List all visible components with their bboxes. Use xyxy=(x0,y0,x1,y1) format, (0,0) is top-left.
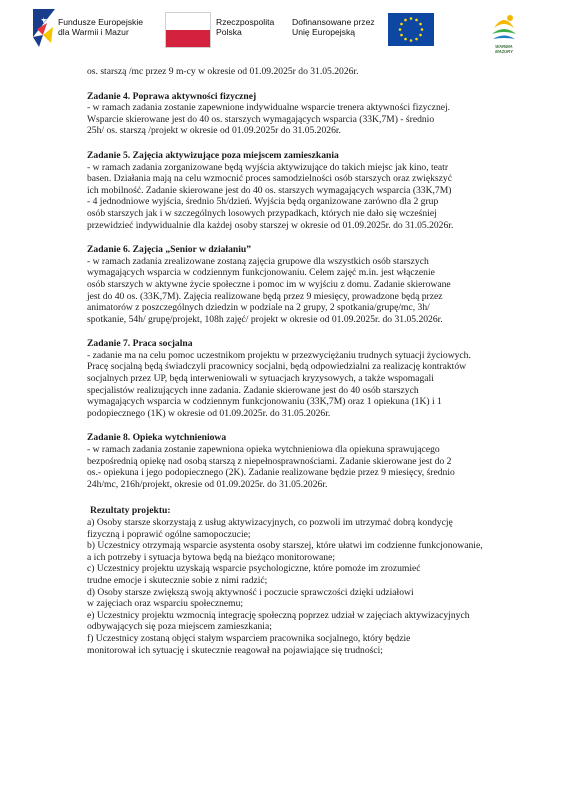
result-line: d) Osoby starsze zwiększą swoją aktywność i poczucie sprawczości dzięki udziałowi xyxy=(87,586,414,598)
document-body xyxy=(87,66,547,656)
text-line: bezpośrednią opiekę nad osobą starszą z niepełnosprawnościami. Zadanie skierowane jest do 2 xyxy=(87,455,452,467)
text-line: spotkanie, 54h/ grupę/projekt, 108h zajęć/ projekt w okresie od 01.09.2025r. do 31.05.2026r. xyxy=(87,313,443,325)
rzeczpospolita-label xyxy=(216,17,274,37)
intro-line: os. starszą /mc przez 9 m-cy w okresie od 01.09.2025r do 31.05.2026r. xyxy=(87,66,359,77)
text-line: 24h/mc, 216h/projekt, okresie od 01.09.2025r. do 31.05.2026r. xyxy=(87,478,328,490)
page-header xyxy=(0,0,564,62)
text-line: podopiecznego (1K) w okresie od 01.09.2025r. do 31.05.2026r. xyxy=(87,407,331,419)
fe-line-1: Fundusze Europejskie xyxy=(58,17,144,27)
text-line: - w ramach zadania zrealizowane zostaną zajęcia grupowe dla wszystkich osób starszych xyxy=(87,255,429,267)
section-zadanie-7 xyxy=(87,338,547,419)
eu-star-icon xyxy=(400,23,403,26)
result-line: e) Uczestnicy projektu wzmocnią integrację społeczną poprzez udział w zajęciach aktywizacyjnych xyxy=(87,609,470,621)
result-line: c) Uczestnicy projektu uzyskają wsparcie psychologiczne, które pomoże im zrozumieć xyxy=(87,563,421,575)
results-title: Rezultaty projektu: xyxy=(90,505,171,517)
section-title: Zadanie 8. Opieka wytchnieniowa xyxy=(87,432,227,444)
result-line: fizyczną i poprawić ogólne samopoczucie; xyxy=(87,528,251,540)
text-line: jest do 40 os. (33K,7M). Zajęcia realizowane będą przez 9 miesięcy, prowadzone będą przez xyxy=(87,290,443,302)
result-line: monitorował ich sytuację i skutecznie reagował na pojawiające się trudności; xyxy=(87,644,383,656)
eu-star-icon xyxy=(410,39,413,42)
section-zadanie-6 xyxy=(87,244,547,325)
section-title: Zadanie 6. Zajęcia „Senior w działaniu” xyxy=(87,244,251,256)
eu-line-1: Dofinansowane przez xyxy=(292,17,375,27)
section-title: Zadanie 4. Poprawa aktywności fizycznej xyxy=(87,90,257,102)
section-zadanie-4 xyxy=(87,91,547,137)
section-zadanie-8 xyxy=(87,432,547,490)
text-line: 25h/ os. starszą /projekt w okresie od 01.09.2025r do 31.05.2026r. xyxy=(87,125,341,137)
text-line: - w ramach zadania zostanie zapewnione indywidualne wsparcie trenera aktywności fizycznej. xyxy=(87,102,451,114)
text-line: specjalistów realizujących inne zadania. Zadanie skierowane jest do 40 osób starszych xyxy=(87,384,419,396)
section-title: Zadanie 7. Praca socjalna xyxy=(87,338,193,350)
wm-line-2: MAZURY xyxy=(495,49,513,54)
eu-star-icon xyxy=(410,17,413,20)
eu-star-icon xyxy=(419,34,422,37)
result-line: w zajęciach oraz wsparciu społecznemu; xyxy=(87,598,244,610)
results-section xyxy=(87,505,547,656)
section-zadanie-5 xyxy=(87,150,547,231)
eu-star-icon xyxy=(400,34,403,37)
fe-line-2: dla Warmii i Mazur xyxy=(58,27,129,37)
eu-star-icon xyxy=(415,38,418,41)
rp-line-2: Polska xyxy=(216,27,242,37)
eu-star-icon xyxy=(404,19,407,22)
text-line: - w ramach zadania zostanie zapewniona opieka wytchnieniowa dla opiekuna sprawującego xyxy=(87,444,440,456)
text-line: - 4 jednodniowe wyjścia, średnio 5h/dzień. Wyjścia będą organizowane zarówno dla 2 grup xyxy=(87,196,439,208)
wm-line-1: WARMIA xyxy=(495,44,513,49)
section-title: Zadanie 5. Zajęcia aktywizujące poza miejscem zamieszkania xyxy=(87,149,339,161)
text-line: socjalnych przez UP, będą interweniowali w sytuacjach kryzysowych, a także wspomagali xyxy=(87,373,434,385)
text-line: - w ramach zadania zorganizowane będą wyjścia aktywizujące do takich miejsc jak kino, teatr xyxy=(87,161,449,173)
polish-flag-icon xyxy=(165,12,211,48)
text-line: basen. Działania mają na celu wzmocnić proces samodzielności osób starszych oraz zwiększyć xyxy=(87,173,452,185)
result-line: a) Osoby starsze skorzystają z usług aktywizacyjnych, co pozwoli im utrzymać dobrą kondycję xyxy=(87,517,453,528)
fundusze-europejskie-logo-icon xyxy=(33,9,55,47)
fundusze-europejskie-label xyxy=(58,17,143,37)
text-line: Pracę socjalną będą świadczyli pracownicy socjalni, będą odpowiedzialni za realizację kontraktów xyxy=(87,361,467,373)
result-line: trudne emocje i skutecznie sobie z nimi radzić; xyxy=(87,574,268,586)
text-line: przewidzieć indywidualnie dla każdej osoby starszej w okresie od 01.09.2025r. do 31.05.2026r. xyxy=(87,219,454,231)
result-line: b) Uczestnicy otrzymają wsparcie asystenta osoby starszej, które ułatwi im codzienne funkcjonowanie, xyxy=(87,540,483,552)
text-line: osób starszych jak i w szczególnych losowych przypadkach, których nie dało się wcześniej xyxy=(87,207,437,219)
result-line: f) Uczestnicy zostaną objęci stałym wsparciem pracownika socjalnego, który będzie xyxy=(87,632,411,644)
text-line: Wsparcie skierowane jest do 40 os. starszych wymagających wsparcia (33K,7M) - średnio xyxy=(87,113,435,125)
text-line: - zadanie ma na celu pomoc uczestnikom projektu w przezwyciężaniu trudnych sytuacji życiowych. xyxy=(87,349,471,361)
eu-star-icon xyxy=(399,28,402,31)
text-line: ich mobilność. Zadanie skierowane jest do 40 os. starszych wymagających wsparcia (33K,7M) xyxy=(87,184,452,196)
text-line: animatorów z poszczególnych dziedzin w podziale na 2 grupy, 2 spotkania/grupę/mc, 3h/ xyxy=(87,302,430,314)
eu-line-2: Unię Europejską xyxy=(292,27,356,37)
eu-star-icon xyxy=(421,28,424,31)
eu-star-icon xyxy=(415,19,418,22)
text-line: os.- opiekuna i jego podopiecznego (2K). Zadanie realizowane będzie przez 9 miesięcy, średnio xyxy=(87,467,455,479)
eu-star-icon xyxy=(404,38,407,41)
eu-flag-icon xyxy=(388,13,434,46)
eu-funding-label xyxy=(292,17,375,37)
text-line: osób starszych w aktywne życie społeczne i pomoc im w wyjściu z domu. Zadanie skierowane xyxy=(87,278,451,290)
text-line: wymagających wsparcia w codziennym funkcjonowaniu (33K,7M) oraz 1 opiekuna (1K) i 1 xyxy=(87,396,442,408)
result-line: odbywających się poza miejscem zamieszkania; xyxy=(87,621,272,633)
result-line: a ich potrzeby i sytuacja bytowa będą na bieżąco monitorowane; xyxy=(87,551,336,563)
warmia-mazury-label xyxy=(486,44,522,54)
eu-star-icon xyxy=(419,23,422,26)
rp-line-1: Rzeczpospolita xyxy=(216,17,275,27)
text-line: wymagających wsparcia w codziennym funkcjonowaniu. Celem zajęć m.in. jest włączenie xyxy=(87,267,435,279)
